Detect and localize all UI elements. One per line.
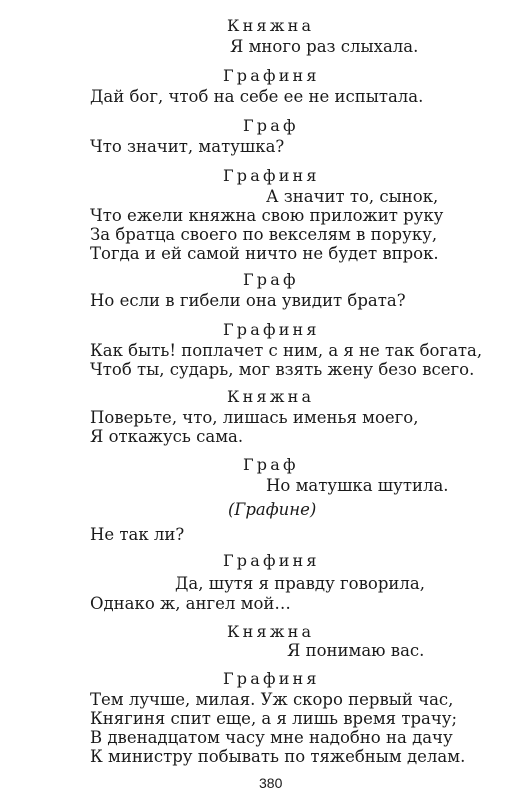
- speaker-name: Княжна: [227, 622, 315, 641]
- verse-line: Что значит, матушка?: [90, 137, 285, 156]
- speaker-name: Графиня: [223, 551, 320, 570]
- verse-line: Но матушка шутила.: [266, 476, 449, 495]
- speaker-name: Графиня: [223, 320, 320, 339]
- verse-line: Княгиня спит еще, а я лишь время трачу;: [90, 709, 458, 728]
- verse-line: Однако ж, ангел мой…: [90, 594, 291, 613]
- verse-line: Тем лучше, милая. Уж скоро первый час,: [90, 690, 454, 709]
- verse-line: За братца своего по векселям в поруку,: [90, 225, 438, 244]
- verse-line: Я понимаю вас.: [287, 641, 425, 660]
- verse-line: Я откажусь сама.: [90, 427, 244, 446]
- page-number: 380: [259, 775, 283, 791]
- speaker-name: Графиня: [223, 166, 320, 185]
- verse-line: Но если в гибели она увидит брата?: [90, 291, 406, 310]
- verse-line: Что ежели княжна свою приложит руку: [90, 206, 444, 225]
- verse-line: Как быть! поплачет с ним, а я не так богата,: [90, 341, 483, 360]
- verse-line: А значит то, сынок,: [266, 187, 439, 206]
- verse-line: В двенадцатом часу мне надобно на дачу: [90, 728, 453, 747]
- verse-line: Не так ли?: [90, 525, 185, 544]
- speaker-name: Княжна: [227, 387, 315, 406]
- stage-direction: (Графине): [228, 500, 317, 519]
- verse-line: Я много раз слыхала.: [230, 37, 419, 56]
- verse-line: Чтоб ты, сударь, мог взять жену безо всего.: [90, 360, 475, 379]
- speaker-name: Княжна: [227, 16, 315, 35]
- verse-line: Тогда и ей самой ничто не будет впрок.: [90, 244, 439, 263]
- speaker-name: Графиня: [223, 66, 320, 85]
- verse-line: Дай бог, чтоб на себе ее не испытала.: [90, 87, 424, 106]
- speaker-name: Графиня: [223, 669, 320, 688]
- verse-line: Да, шутя я правду говорила,: [175, 574, 425, 593]
- speaker-name: Граф: [243, 455, 299, 474]
- speaker-name: Граф: [243, 116, 299, 135]
- verse-line: К министру побывать по тяжебным делам.: [90, 747, 466, 766]
- speaker-name: Граф: [243, 270, 299, 289]
- verse-line: Поверьте, что, лишась именья моего,: [90, 408, 419, 427]
